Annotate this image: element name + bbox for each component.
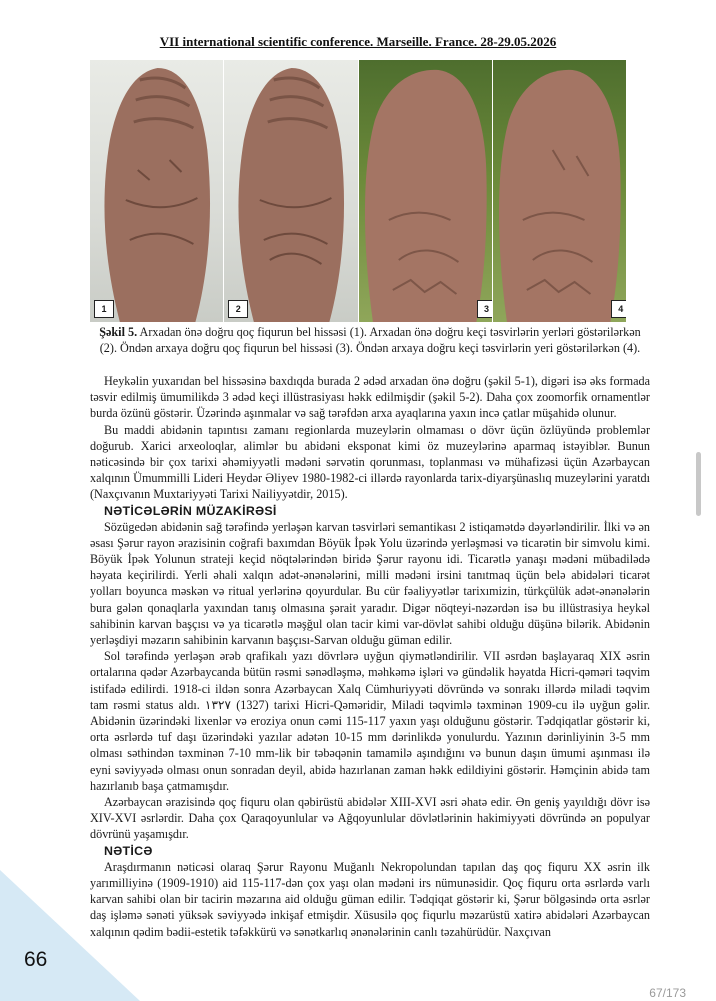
paragraph: Sözügedən abidənin sağ tərəfində yerləşən karvan təsvirləri semantikası 2 istiqamətdə dəyərləndirilir. İlki və ən əsası Şərur rayon ərazisinin coğrafi baxımdan Böyük İpək Yolu üzərində yerləşməsi və ticarətin bir simvolu kimi. Böyük İpək Yolunun strateji keçid nöqtələrindən biridə Şərur rayonu idi. Ticarətlə yanaşı mədəni mübadilədə həyata keçirilirdi. Yerli əhali xalqın adət-ənənələrini, milli mədəni irsini tanıtmaq üçün belə abidələri ticarət yolları boyunca məskən və ritual yerlərinə qoyurdular. Bu cür fəaliyyətlər tarixımizin, türkçülük adət-ənənələrin bura gələn qonaqlarla yaxından tanış olmasına şərait yaradır. Digər nöqteyi-nəzərdən isə bu illüstrasiya heykəl sahibinin karvan başçısı və ya ticarətlə məşğul olan tacir kimi var-dövlət sahibi olduğu düşünə bilərik. Abidənin yerləşdiyi məzarın sahibinin karvanın başçısı-Sarvan olduğu güman edilir. xyxy=(90,519,650,648)
stone-ram-back-view xyxy=(224,60,357,322)
paragraph: Heykəlin yuxarıdan bel hissəsinə baxdıqda burada 2 ədəd arxadan önə doğru (şəkil 5-1), digəri isə əks formada təsvir edilmiş ümumilikdə 3 ədəd keçi illüstrasiyası həkk edilmişdir (şəkil 5-2). Daha çox zoomorfik ornamentlər burda özünü göstərir. Üzərində aşınmalar və sağ tərəfdən arxa ayaqlarına yaxın incə çatlar müşahidə olunur. xyxy=(90,374,650,421)
photo-panel-1 xyxy=(90,60,223,322)
conference-header: VII international scientific conference. Marseille. France. 28-29.05.2026 xyxy=(159,34,557,49)
panel-label: 2 xyxy=(228,300,248,318)
stone-ram-figure xyxy=(90,60,626,322)
corner-triangle xyxy=(0,870,140,1001)
photo-panel-2 xyxy=(224,60,357,322)
corner-decoration xyxy=(0,870,140,1001)
stone-ram-back-view xyxy=(90,60,223,322)
page-counter: 67/173 xyxy=(649,986,686,1000)
page-number: 66 xyxy=(24,948,48,971)
paragraph: Bu maddi abidənin tapıntısı zamanı regionlarda muzeylərin olmaması o dövr üçün özlüyündə problemlər doğurub. Xarici arxeoloqlar, alimlər bu abidəni eksponat kimi öz muzeylərinə aparmaq istəyiblər. Bunun nəticəsində bir çox tarixi əhəmiyyətli mədəni sərvətin qorunması, toplanması və mühafizəsi üçün Azərbaycan xalqının Ümummilli Lideri Heydər Əliyev 1980-1982-ci illərdə rayonlarda tarix-diyarşünaslıq muzeylərini yaratdı (Naxçıvanın Muxtariyyəti Tarixi Nailiyyətdir, 2015). xyxy=(90,422,650,502)
paragraph: Azərbaycan ərazisində qoç fiquru olan qəbirüstü abidələr XIII-XVI əsri əhatə edir. Ən geniş yayıldığı dövr isə XIV-XVI əsrlərdir. Daha çox Qaraqoyunlular və Ağqoyunlular dövlətlərinin hakimiyyəti dövründə ən populyar dövrünü yaşamışdır. xyxy=(90,795,650,842)
paragraph: Araşdırmanın nəticəsi olaraq Şərur Rayonu Muğanlı Nekropolundan tapılan daş qoç fiquru XX əsrin ilk yarımilliyinə (1909-1910) aid 115-117-dən çox yaşı olan mədəni irs nümunəsidir. Qoç fiquru orta əsrlərdə varlı karvan sahibi olan bir tacirin məzarına aid olduğu güman edilir. Tədqiqat göstərir ki, Şərur bölgəsində orta əsrlər daş işləmə sənəti yüksək səviyyədə inkişaf etmişdir. Xüsusilə qoç fiqurlu məzarüstü xatirə abidələri Azərbaycan xalqının qədim bədii-estetik təfəkkürü və sənətkarlıq ənənələrinin canlı təzahürüdür. Naxçıvan xyxy=(90,859,650,939)
stone-ram-front-view xyxy=(359,60,492,322)
caption-text: Arxadan önə doğru qoç fiqurun bel hissəsi (1). Arxadan önə doğru keçi təsvirlərin yerləri göstərilərkən (2). Öndən arxaya doğru qoç fiqurun bel hissəsi (3). Öndən arxaya doğru keçi təsvirlərin yeri göstərilərkən (4). xyxy=(99,325,641,355)
panel-label: 4 xyxy=(611,300,626,318)
stone-ram-front-view xyxy=(493,60,626,322)
paragraph: Sol tərəfində yerləşən ərəb qrafikalı yazı dövrlərə uyğun qiymətləndirilir. VII əsrdən başlayaraq XIX əsrin ortalarına qədər Azərbaycanda bütün rəsmi sənədləşmə, məhkəmə işləri və gündəlik həyatda Hicri-qəməri təqvim istifadə edilirdi. 1918-ci ildən sonra Azərbaycan Xalq Cümhuriyyəti dövründə və sonrakı illərdə miladi təqvim tam rəsmi status aldı. ١٣٢٧ (1327) tarixi Hicri-Qəməridir, Miladi təqvimlə təxminən 1909-cu ilə uyğun gəlir. Abidənin üzərindəki lixenlər və eroziya onun cəmi 115-117 yaxın yaşı olduğunu göstərir. Tədqiqatlar göstərir ki, orta əsrlərdə tuf daşı üzərindəki yazılar adətən 10-15 mm dərinlikdə yonulurdu. Yazının dərinliyinin 3-5 mm olması səthindən təxminən 7-10 mm-lik bir təbəqənin tamamilə aşındığını və bunun daşın ümumi aşınması ilə eyni səviyyədə olması onun sonradan deyil, abidə hazırlanan zaman həkk edildiyini göstərir. Həmçinin abidə tam hazırlanıb başa çatmamışdır. xyxy=(90,649,650,793)
scrollbar-thumb[interactable] xyxy=(696,452,701,516)
photo-panel-3 xyxy=(359,60,492,322)
photo-panel-4 xyxy=(493,60,626,322)
section-heading-conclusion: NƏTİCƏ xyxy=(104,843,153,858)
panel-label: 3 xyxy=(477,300,492,318)
figure-caption xyxy=(90,324,650,356)
article-body xyxy=(90,373,650,940)
section-heading-discussion: NƏTİCƏLƏRİN MÜZAKİRƏSİ xyxy=(104,503,277,518)
panel-label: 1 xyxy=(94,300,114,318)
caption-lead: Şəkil 5. xyxy=(99,325,138,339)
